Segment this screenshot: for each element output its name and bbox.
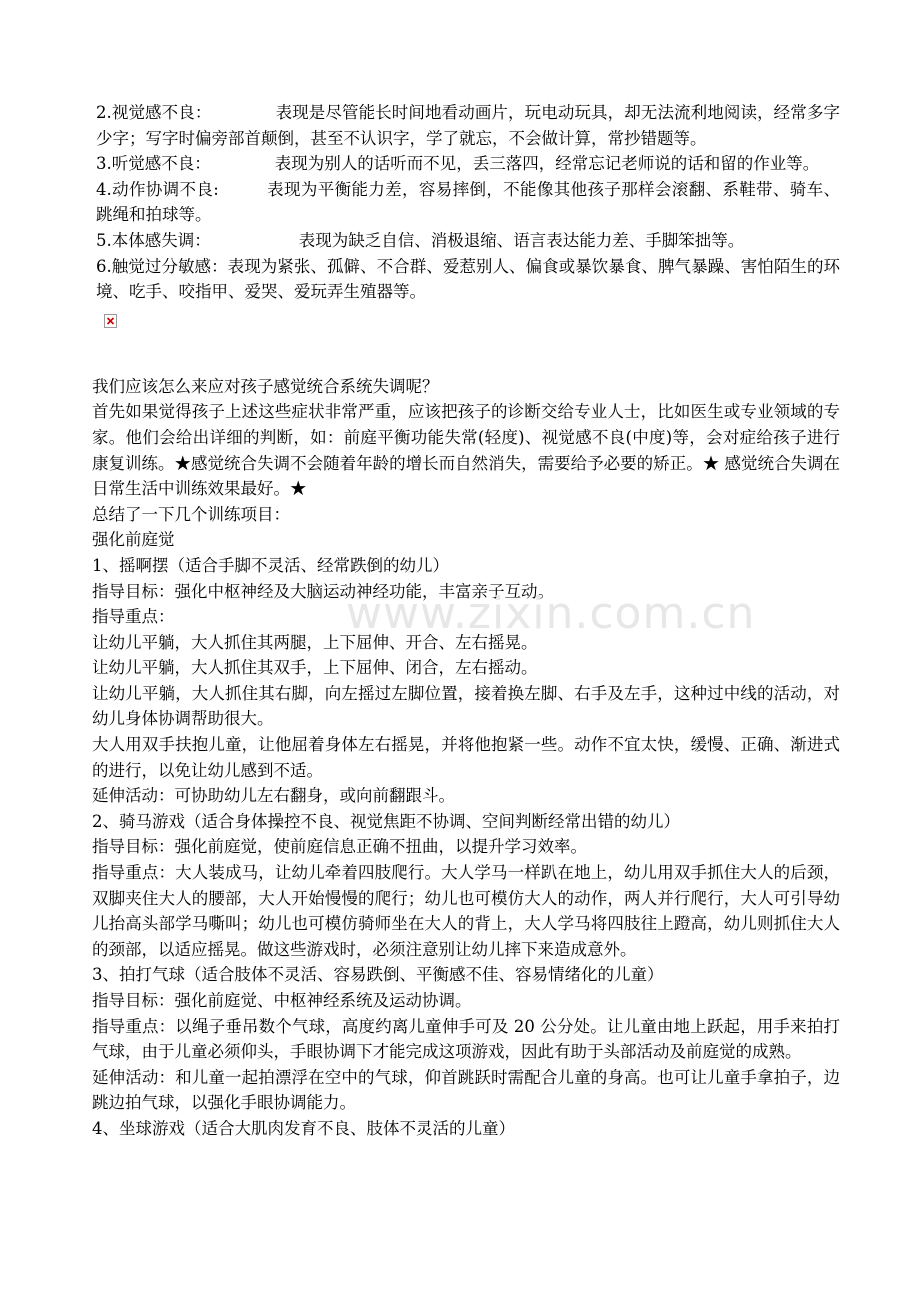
item-heading: 2、骑马游戏（适合身体操控不良、视觉焦距不协调、空间判断经常出错的幼儿） xyxy=(92,811,680,831)
symptom-text: 表现为平衡能力差，容易摔倒，不能像其他孩子那样会滚翻、系鞋带、骑车、跳绳和拍球等。 xyxy=(96,179,840,225)
guidance-goal: 指导目标：强化前庭觉、中枢神经系统及运动协调。 xyxy=(92,991,472,1010)
guidance-goal: 指导目标：强化中枢神经及大脑运动神经功能，丰富亲子互动。 xyxy=(92,581,554,601)
broken-image-icon xyxy=(104,314,117,328)
symptom-auditory xyxy=(92,151,840,177)
guidance-points-label: 指导重点： xyxy=(92,607,175,627)
symptom-label: 2.视觉感不良： xyxy=(96,103,212,122)
guidance-step: 大人用双手扶抱儿童，让他屈着身体左右摇晃，并将他抱紧一些。动作不宜太快，缓慢、正确、渐进式的进行，以免让幼儿感到不适。 xyxy=(92,735,840,780)
symptom-label: 6.触觉过分敏感： xyxy=(96,256,228,276)
section-heading: 强化前庭觉 xyxy=(92,530,175,550)
symptom-text: 表现为紧张、孤僻、不合群、爱惹别人、偏食或暴饮暴食、脾气暴躁、害怕陌生的环境、吃手、咬指甲、爱哭、爱玩弄生殖器等。 xyxy=(96,256,840,302)
guidance-points: 指导重点：以绳子垂吊数个气球，高度约离儿童伸手可及 20 公分处。让儿童由地上跃起，用手来拍打气球，由于儿童必须仰头，手眼协调下才能完成这项游戏，因此有助于头部活动及前庭觉的成熟。 xyxy=(92,1016,840,1062)
symptom-visual xyxy=(92,100,840,151)
guidance-points: 指导重点：大人装成马，让幼儿牵着四肢爬行。大人学马一样趴在地上，幼儿用双手抓住大人的后颈，双脚夹住大人的腰部，大人开始慢慢的爬行；幼儿也可模仿大人的动作，两人并行爬行，大人可引导幼儿抬高头部学马嘶叫；幼儿也可模仿骑师坐在大人的背上，大人学马将四肢往上蹬高，幼儿则抓住大人的颈部，以适应摇晃。做这些游戏时，必须注意别让幼儿摔下来造成意外。 xyxy=(92,863,840,959)
guidance-goal: 指导目标：强化前庭觉，使前庭信息正确不扭曲，以提升学习效率。 xyxy=(92,837,587,857)
symptom-label: 4.动作协调不良: xyxy=(96,179,219,199)
watermark: www.zixin.com.cn xyxy=(346,588,756,639)
paragraph-intro: 首先如果觉得孩子上述这些症状非常严重，应该把孩子的诊断交给专业人士，比如医生或专业领域的专家。他们会给出详细的判断，如：前庭平衡功能失常(轻度)、视觉感不良(中度)等，会对症给孩子进行康复训练。★感觉统合失调不会随着年龄的增长而自然消失，需要给予必要的矫正。★ 感觉统合失调在日常生活中训练效果最好。★ xyxy=(92,402,840,499)
item-heading: 4、坐球游戏（适合大肌肉发育不良、肢体不灵活的儿童） xyxy=(92,1118,515,1138)
paragraph-summary: 总结了一下几个训练项目： xyxy=(92,504,290,524)
guidance-step: 让幼儿平躺，大人抓住其两腿，上下屈伸、开合、左右摇晃。 xyxy=(92,632,538,652)
symptom-list xyxy=(92,100,840,305)
symptom-text: 表现为别人的话听而不见，丢三落四，经常忘记老师说的话和留的作业等。 xyxy=(274,154,820,174)
extension-activity: 延伸活动：和儿童一起拍漂浮在空中的气球，仰首跳跃时需配合儿童的身高。也可让儿童手拿拍子，边跳边拍气球，以强化手眼协调能力。 xyxy=(92,1067,840,1113)
extension-activity: 延伸活动：可协助幼儿左右翻身，或向前翻跟斗。 xyxy=(92,786,455,806)
item-heading: 3、拍打气球（适合肢体不灵活、容易跌倒、平衡感不佳、容易情绪化的儿童） xyxy=(92,965,664,985)
section-question: 我们应该怎么来应对孩子感觉统合系统失调呢？ xyxy=(92,376,439,396)
symptom-tactile xyxy=(92,254,840,305)
article-body xyxy=(92,374,840,1142)
item-heading: 1、摇啊摆（适合手脚不灵活、经常跌倒的幼儿） xyxy=(92,555,449,575)
symptom-label: 5.本体感失调： xyxy=(96,230,211,250)
document-page xyxy=(92,100,840,1142)
symptom-coordination xyxy=(92,177,840,228)
symptom-label: 3.听觉感不良： xyxy=(96,154,211,174)
symptom-text: 表现是尽管能长时间地看动画片，玩电动玩具，却无法流利地阅读，经常多字少字；写字时偏旁部首颠倒，甚至不认识字，学了就忘，不会做计算，常抄错题等。 xyxy=(96,103,840,148)
symptom-text: 表现为缺乏自信、消极退缩、语言表达能力差、手脚笨拙等。 xyxy=(298,230,745,250)
symptom-proprioception xyxy=(92,228,840,254)
guidance-step: 让幼儿平躺，大人抓住其双手，上下屈伸、闭合，左右摇动。 xyxy=(92,658,538,678)
guidance-step: 让幼儿平躺，大人抓住其右脚，向左摇过左脚位置，接着换左脚、右手及左手，这种过中线的活动，对幼儿身体协调帮助很大。 xyxy=(92,683,840,729)
